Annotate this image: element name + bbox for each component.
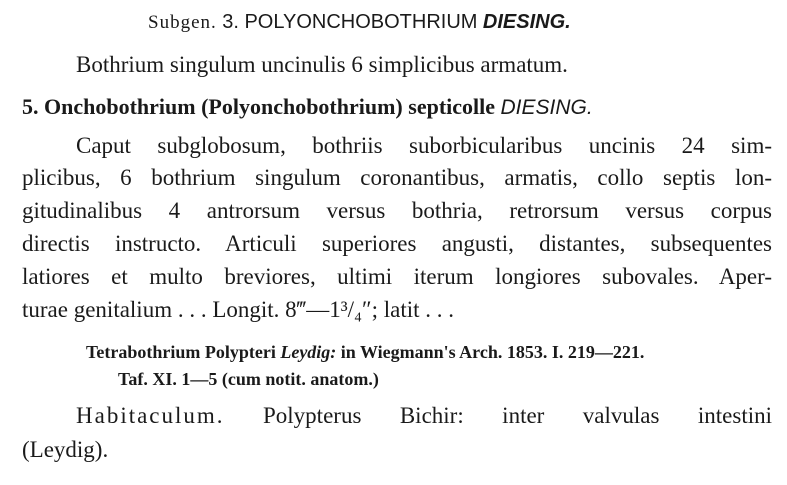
subgen-label: Subgen. bbox=[148, 12, 217, 33]
subgenus-heading bbox=[148, 10, 571, 32]
reference-rest: in Wiegmann's Arch. 1853. I. 219—221. bbox=[340, 342, 645, 362]
species-heading bbox=[22, 96, 593, 118]
reference-line-2: Taf. XI. 1—5 (cum notit. anatom.) bbox=[118, 369, 379, 389]
habitat-label: Habitaculum. bbox=[76, 403, 225, 428]
reference-line-1 bbox=[86, 343, 644, 361]
subgen-author: DIESING. bbox=[482, 11, 571, 33]
description-line-1: Caput subglobosum, bothriis suborbicularibus uncinis 24 sim- bbox=[76, 133, 772, 158]
description-line-3: gitudinalibus 4 antrorsum versus bothria, retrorsum versus corpus bbox=[22, 198, 772, 223]
habitat-line-2: (Leydig). bbox=[22, 437, 109, 462]
description-line-6: turae genitalium . . . Longit. 8‴—1³/₄″; latit . . . bbox=[22, 297, 455, 322]
description-line-4: directis instructo. Articuli superiores angusti, distantes, subsequentes bbox=[22, 231, 772, 256]
species-number: 5. bbox=[22, 94, 39, 119]
subgen-name: POLYONCHOBOTHRIUM bbox=[244, 11, 478, 33]
subgen-number: 3. bbox=[222, 11, 239, 33]
reference-prefix: Tetrabothrium Polypteri bbox=[86, 342, 276, 362]
description-line-5: latiores et multo breviores, ultimi iterum longiores subovales. Aper- bbox=[22, 264, 772, 289]
habitat-text: Polypterus Bichir: inter valvulas intestini bbox=[263, 403, 772, 428]
habitat-line-1 bbox=[76, 404, 772, 427]
species-author: DIESING. bbox=[500, 96, 593, 119]
reference-author: Leydig: bbox=[280, 342, 337, 362]
subgenus-diagnosis: Bothrium singulum uncinulis 6 simplicibus armatum. bbox=[76, 52, 568, 77]
description-line-2: plicibus, 6 bothrium singulum coronantibus, armatis, collo septis lon- bbox=[22, 165, 772, 190]
species-name: Onchobothrium (Polyonchobothrium) septicolle bbox=[44, 94, 496, 119]
